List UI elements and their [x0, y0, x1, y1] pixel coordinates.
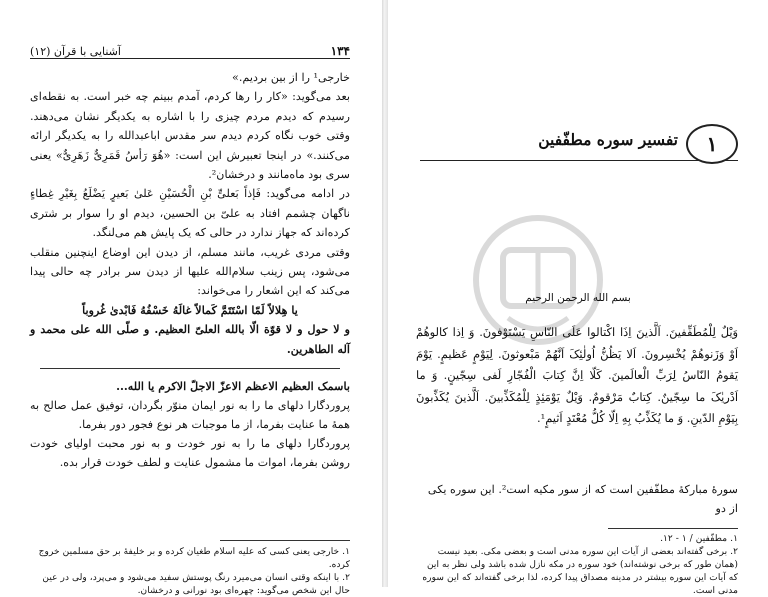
paragraph: وقتی مردی غریب، مانند مسلم، از دیدن این اوضاع اینچنین منقلب می‌شود، پس زینب سلام‌الله علیها از دیدن سر برادر چه حالی پیدا می‌کند که این اشعار را می‌خواند:: [30, 245, 350, 298]
page-number: ۱۳۴: [330, 44, 350, 58]
poem-line: یا هِلالاً لَمّا اسْتَتَمَّ کَمالاً غالَهُ خَسْفُهُ فَابْدیٰ غُروباً: [82, 302, 298, 317]
footnote-rule: [608, 528, 738, 529]
chapter-heading: [420, 124, 738, 161]
footnote-rule: [220, 540, 350, 541]
basmala: بسم الله الرحمن الرحیم: [525, 292, 631, 304]
paragraph: در ادامه می‌گوید: فَإذاً بَعلیٍّ بْنِ الْحُسَیْنِ عَلیٰ بَعیرٍ یَضْلَعُ بِغَیْرِ غِطاءٍ ناگهان چشمم افتاد به علیّ بن الحسین، دیدم او را سوار بر شتری کرده‌اند که جهاز ندارد در حالی که یک پایش هم می‌لنگد.: [30, 187, 350, 240]
chapter-number-badge: ۱: [686, 124, 738, 164]
prayer-section: [30, 377, 350, 472]
footnote: ۲. برخی گفته‌اند بعضی از آیات این سوره مدنی است و بعضی مکی. بعید نیست (همان طور که برخی نوشته‌اند) خود سوره در مکه نازل شده باشد ولی نظر به این که آیات این سوره بیشتر در مدینه مصداق پیدا کرده، لذا برخی گفته‌اند که این سوره مدنی است.: [422, 546, 738, 596]
quran-verses: وَیْلٌ لِلْمُطَفِّفینَ. اَلَّذینَ اِذَا اکْتالوا عَلَی النّاسِ یَسْتَوْفونَ. وَ اِذا کالوهُمْ اَوْ وَزَنوهُمْ یُخْسِرونَ. اَلا یَظُنُّ اُولٰئِکَ اَنَّهُمْ مَبْعوثونَ. لِیَوْمٍ عَظیمٍ. یَوْمَ یَقومُ النّاسُ لِرَبِّ الْعالَمینَ. کَلّا اِنَّ کِتابَ الْفُجّارِ لَفی سِجّینٍ. وَ ما اَدْریٰکَ ما سِجّینٌ. کِتابٌ مَرْقومٌ. وَیْلٌ یَوْمَئِذٍ لِلْمُکَذِّبینَ. اَلَّذینَ یُکَذِّبونَ بِیَوْمِ الدّینِ. وَ ما یُکَذِّبُ بِهِ اِلّا کُلُّ مُعْتَدٍ اَثیمٍ¹.: [416, 325, 738, 425]
left-body-text: [30, 68, 350, 359]
prayer-heading: باسمک العظیم الاعظم الاعزّ الاجلّ الاکرم یا الله...: [116, 379, 350, 393]
footnote: ۱. مطفّفین / ۱ - ۱۲.: [660, 533, 738, 544]
left-page: [0, 0, 382, 596]
footnote: ۲. با اینکه وقتی انسان می‌میرد رنگ پوستش سفید می‌شود و می‌پرد، ولی در عین حال این شخص می‌گوید: چهره‌ای بود نورانی و درخشان.: [42, 572, 350, 596]
right-page: [388, 0, 768, 596]
book-title: آشنایی با قرآن (۱۲): [30, 45, 121, 58]
closing-salutation: و لا حول و لا قوّة الّا بالله العلیّ العظیم. و صلّی الله علی محمد و آله الطاهرین.: [30, 322, 350, 356]
footnote: ۱. خارجی یعنی کسی که علیه اسلام طغیان کرده و بر خلیفهٔ بر حق مسلمین خروج کرده.: [38, 546, 350, 570]
prayer-line: پروردگارا دلهای ما را به نور ایمان منوّر بگردان، توفیق عمل صالح به همهٔ ما عنایت بفرما، از ما موجبات هر نوع فجور دور بفرما.: [30, 399, 350, 431]
left-footnotes: [30, 545, 350, 597]
right-footnotes: [416, 532, 738, 597]
paragraph: بعد می‌گوید: «کار را رها کردم، آمدم ببینم چه خبر است. به نقطه‌ای رسیدم که دیدم مردم چیزی را با اشاره به یکدیگر نشان می‌دهند. وقتی خوب نگاه کردم دیدم سر مقدس اباعبدالله را به یکدیگر ارائه می‌کنند.» در اینجا تعبیرش این است: «هُوَ رَأسُ قَمَرِیٌّ زَهَرِیٌّ» یعنی سری بود ماه‌مانند و درخشان².: [30, 90, 350, 182]
running-header: [30, 40, 350, 59]
paragraph: خارجی¹ را از بین بردیم.»: [232, 71, 350, 84]
chapter-title: تفسیر سوره مطفّفین: [538, 130, 678, 149]
section-divider: [40, 368, 340, 369]
prayer-line: پروردگارا دلهای ما را به نور خودت و به نور محبت اولیای خودت روشن بفرما، اموات ما مشمول عنایت و لطف خودت قرار بده.: [30, 437, 350, 469]
intro-paragraph: سورهٔ مبارکهٔ مطفّفین است که از سور مکیه است². این سوره یکی از دو: [427, 483, 738, 515]
